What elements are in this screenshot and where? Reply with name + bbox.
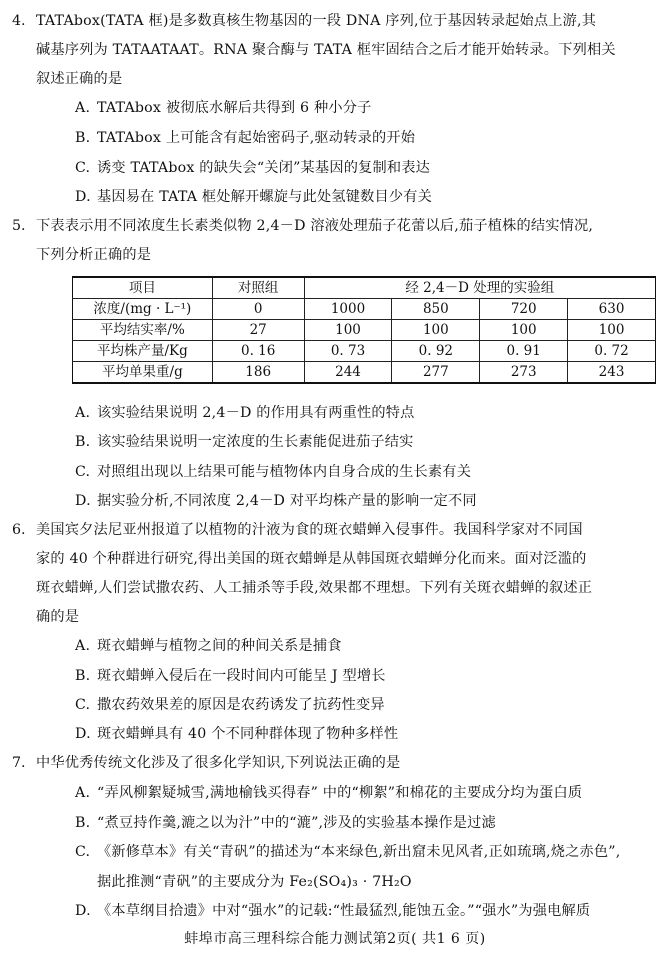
option-c: C. 对照组出现以上结果可能与植物体内自身合成的生长素有关 [75,464,472,480]
question-text-line: 下列分析正确的是 [36,247,152,263]
option-b: B. TATAbox 上可能含有起始密码子,驱动转录的开始 [75,130,416,146]
option-a: A. 该实验结果说明 2,4－D 的作用具有两重性的特点 [75,405,415,421]
page-footer: 蚌埠市高三理科综合能力测试第2页( 共1 6 页) [184,931,486,947]
option-a: A. 斑衣蜡蝉与植物之间的种间关系是捕食 [75,638,342,654]
question-text-line: 确的是 [36,609,80,625]
table-row [73,341,656,362]
question-text-line: 叙述正确的是 [36,71,123,87]
option-b: B. 该实验结果说明一定浓度的生长素能促进茄子结实 [75,434,414,450]
question-number: 6. [12,522,26,538]
table-cell: 273 [480,362,568,384]
question-text-line: TATAbox(TATA 框)是多数真核生物基因的一段 DNA 序列,位于基因转录起始点上游,其 [36,13,597,29]
table-row [73,362,656,384]
table-cell: 平均结实率/% [73,320,213,341]
table-header-cell: 对照组 [212,277,304,299]
question-text-line: 碱基序列为 TATAATAAT。RNA 聚合酶与 TATA 框牢固结合之后才能开始转录。下列相关 [36,42,616,58]
option-c: C. 撒农药效果差的原因是农药诱发了抗药性变异 [75,697,385,713]
question-text-line: 家的 40 个种群进行研究,得出美国的斑衣蜡蝉是从韩国斑衣蜡蝉分化而来。面对泛滥的 [36,551,587,567]
option-a: A. “弄风柳絮疑城雪,满地榆钱买得春” 中的“柳絮”和棉花的主要成分均为蛋白质 [75,785,583,801]
table-row [73,299,656,320]
table-cell: 浓度/(mg · L⁻¹) [73,299,213,320]
option-c: C. 《新修草本》有关“青矾”的描述为“本来绿色,新出窟未见风者,正如琉璃,烧之赤色”, [75,844,621,860]
option-b: B. “煮豆持作羹,漉之以为汁”中的“漉”,涉及的实验基本操作是过滤 [75,815,496,831]
option-d: D. 据实验分析,不同浓度 2,4－D 对平均株产量的影响一定不同 [75,493,477,509]
table-header-row [73,277,656,299]
question-number: 5. [12,218,26,234]
table-header-cell: 经 2,4－D 处理的实验组 [304,277,655,299]
table-cell: 平均单果重/g [73,362,213,384]
table-cell: 0. 91 [480,341,568,362]
table-cell: 186 [212,362,304,384]
table-cell: 850 [392,299,480,320]
table-cell: 100 [480,320,568,341]
question-text-line: 下表表示用不同浓度生长素类似物 2,4－D 溶液处理茄子花蕾以后,茄子植株的结实情况, [36,218,594,234]
data-table [72,276,656,384]
option-d: D. 基因易在 TATA 框处解开螺旋与此处氢键数目少有关 [75,189,433,205]
question-text-line: 斑衣蜡蝉,人们尝试撒农药、人工捕杀等手段,效果都不理想。下列有关斑衣蜡蝉的叙述正 [36,580,593,596]
table-cell: 100 [568,320,656,341]
question-number: 7. [12,755,26,771]
table-cell: 720 [480,299,568,320]
question-number: 4. [12,13,26,29]
table-cell: 277 [392,362,480,384]
table-row [73,320,656,341]
option-c: C. 诱变 TATAbox 的缺失会“关闭”某基因的复制和表达 [75,160,431,176]
table-header-cell: 项目 [73,277,213,299]
table-cell: 630 [568,299,656,320]
table-cell: 243 [568,362,656,384]
option-d: D. 斑衣蜡蝉具有 40 个不同种群体现了物种多样性 [75,726,399,742]
option-d: D. 《本草纲目拾遗》中对“强水”的记载:“性最猛烈,能蚀五金。”“强水”为强电解质 [75,903,591,919]
table-cell: 0 [212,299,304,320]
question-text-line: 中华优秀传统文化涉及了很多化学知识,下列说法正确的是 [36,755,401,771]
question-text-line: 美国宾夕法尼亚州报道了以植物的汁液为食的斑衣蜡蝉入侵事件。我国科学家对不同国 [36,522,583,538]
option-a: A. TATAbox 被彻底水解后共得到 6 种小分子 [75,100,372,116]
table-cell: 100 [304,320,392,341]
table-cell: 1000 [304,299,392,320]
option-c-continuation: 据此推测“青矾”的主要成分为 Fe₂(SO₄)₃ · 7H₂O [97,874,412,890]
table-cell: 100 [392,320,480,341]
table-cell: 平均株产量/Kg [73,341,213,362]
table-cell: 0. 92 [392,341,480,362]
table-cell: 0. 72 [568,341,656,362]
option-b: B. 斑衣蜡蝉入侵后在一段时间内可能呈 J 型增长 [75,668,386,684]
table-cell: 0. 16 [212,341,304,362]
table-cell: 0. 73 [304,341,392,362]
table-cell: 244 [304,362,392,384]
table-cell: 27 [212,320,304,341]
